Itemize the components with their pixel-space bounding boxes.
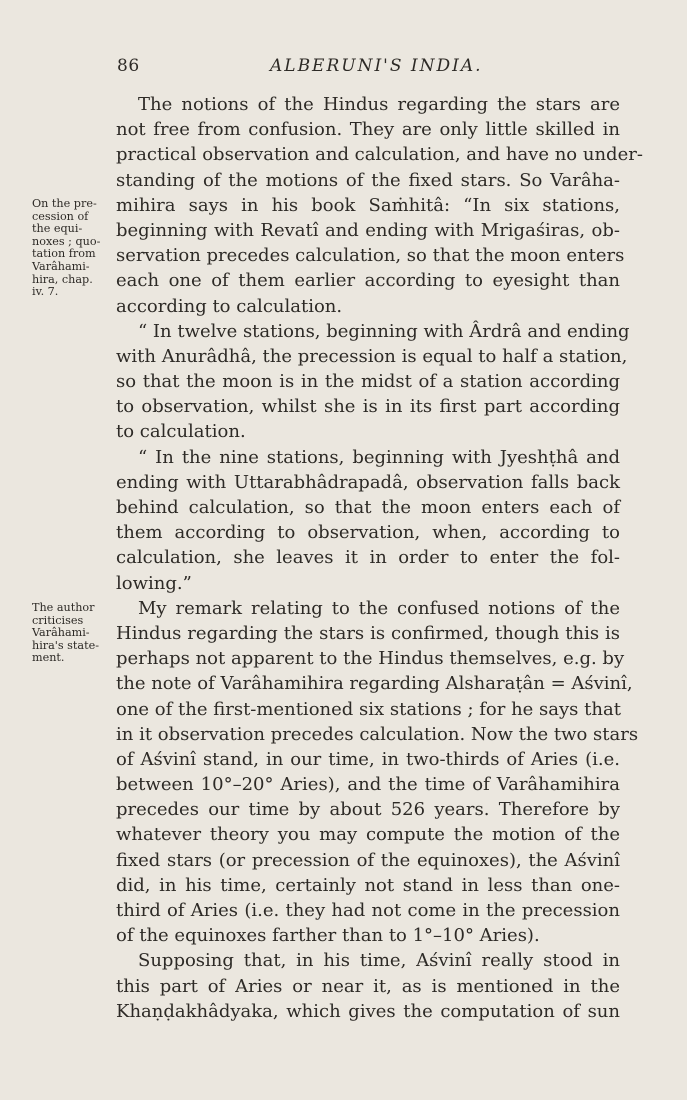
body-line: “ In the nine stations, beginning with Jyeshṭhâ and (138, 446, 620, 468)
body-line: each one of them earlier according to eyesight than (116, 270, 620, 292)
margin-note-line: ment. (32, 651, 65, 665)
margin-note-line: On the pre- (32, 197, 97, 210)
margin-note-criticism (32, 602, 106, 665)
body-line: “ In twelve stations, beginning with Ârdrâ and ending (138, 320, 630, 342)
body-line: lowing.” (116, 572, 192, 594)
body-line: one of the first-mentioned six stations ; for he says that (116, 698, 621, 720)
margin-note-line: iv. 7. (32, 285, 59, 299)
body-line: of the equinoxes farther than to 1°–10° Aries). (116, 925, 540, 947)
body-line: to calculation. (116, 421, 246, 443)
body-line: so that the moon is in the midst of a station according (116, 371, 620, 393)
body-line: beginning with Revatî and ending with Mrigaśiras, ob- (116, 219, 620, 241)
body-line: between 10°–20° Aries), and the time of Varâhamihira (116, 774, 620, 796)
margin-note-line: tation from (32, 247, 96, 261)
margin-note-line: criticises (32, 613, 84, 627)
body-line: whatever theory you may compute the motion of the (116, 824, 620, 846)
body-line: according to calculation. (116, 295, 343, 317)
body-line: the note of Varâhamihira regarding Alsharaṭân = Aśvinî, (116, 673, 633, 695)
body-line: servation precedes calculation, so that the moon enters (116, 245, 625, 267)
body-line: this part of Aries or near it, as is mentioned in the (116, 975, 620, 997)
body-line: third of Aries (i.e. they had not come in the precession (116, 900, 620, 921)
page-header (0, 56, 687, 80)
body-line: Hindus regarding the stars is confirmed, though this is (116, 622, 620, 644)
body-line: behind calculation, so that the moon enters each of (116, 497, 620, 518)
body-line: Supposing that, in his time, Aśvinî really stood in (138, 950, 620, 972)
margin-note-line: hira's state- (32, 638, 99, 652)
body-line: in it observation precedes calculation. Now the two stars (116, 723, 639, 745)
body-line: practical observation and calculation, and have no under- (116, 144, 643, 166)
margin-note-line: The author (32, 601, 95, 614)
body-line: of Aśvinî stand, in our time, in two-thirds of Aries (i.e. (116, 748, 620, 770)
margin-note-line: the equi- (32, 222, 83, 236)
body-line: Khaṇḍakhâdyaka, which gives the computation of sun (116, 1000, 620, 1022)
body-line: with Anurâdhâ, the precession is equal to half a station, (116, 345, 628, 367)
body-line: ending with Uttarabhâdrapadâ, observation falls back (116, 471, 620, 493)
margin-note-line: Varâhami- (32, 259, 90, 273)
margin-note-line: noxes ; quo- (32, 234, 101, 248)
body-line: did, in his time, certainly not stand in less than one- (116, 874, 620, 896)
body-line: fixed stars (or precession of the equinoxes), the Aśvinî (116, 849, 620, 871)
body-line: precedes our time by about 526 years. Therefore by (116, 799, 620, 821)
body-line: not free from confusion. They are only little skilled in (116, 119, 620, 141)
body-line: to observation, whilst she is in its first part according (116, 396, 620, 418)
body-line: perhaps not apparent to the Hindus themselves, e.g. by (116, 648, 625, 670)
margin-note-line: hira, chap. (32, 272, 93, 286)
margin-note-precession (32, 198, 106, 299)
body-line: standing of the motions of the fixed stars. So Varâha- (116, 169, 620, 191)
body-text (116, 92, 643, 1024)
body-line: My remark relating to the confused notions of the (138, 597, 620, 619)
margin-note-line: cession of (32, 209, 89, 223)
body-line: The notions of the Hindus regarding the stars are (138, 94, 620, 115)
margin-note-line: Varâhami- (32, 626, 90, 640)
running-title: ALBERUNI'S INDIA. (270, 56, 483, 76)
body-line: them according to observation, when, according to (116, 522, 620, 544)
body-line: mihira says in his book Saṁhitâ: “In six stations, (116, 194, 620, 216)
page-number: 86 (117, 56, 140, 76)
body-line: calculation, she leaves it in order to enter the fol- (116, 547, 620, 569)
